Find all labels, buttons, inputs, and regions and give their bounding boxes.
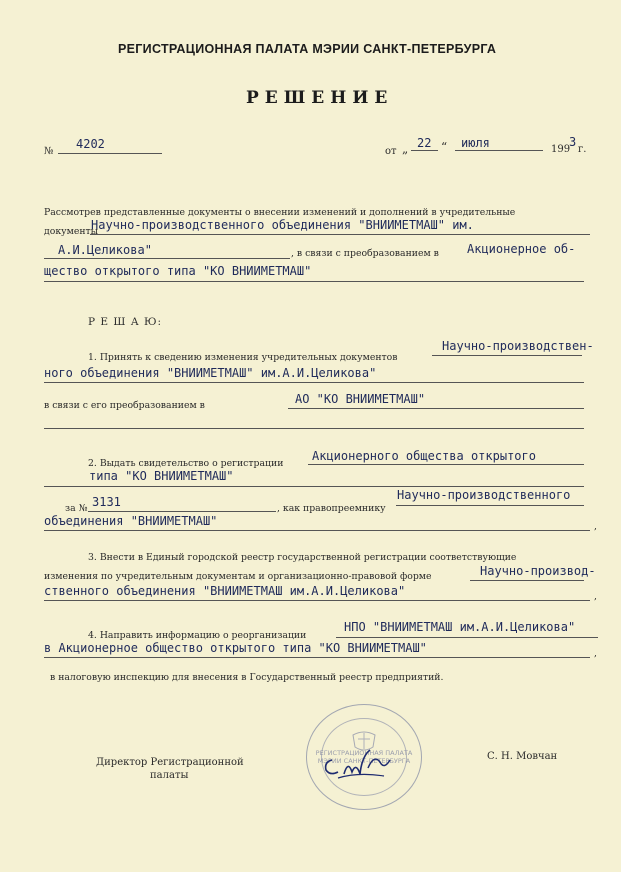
month-underline <box>455 150 543 151</box>
decision-number: 4202 <box>76 137 105 151</box>
item-1-transformation-text: в связи с его преобразованием в <box>44 400 205 411</box>
year-digit: 3 <box>569 135 577 149</box>
day-underline <box>411 150 438 151</box>
decide-heading: Р Е Ш А Ю: <box>88 316 163 328</box>
signatory-name: С. Н. Мовчан <box>487 751 558 762</box>
date-prefix: от <box>385 146 397 157</box>
signatory-position: Директор Регистрационной <box>96 757 244 768</box>
year-suffix: г. <box>578 144 587 155</box>
date-month: июля <box>461 136 490 150</box>
item-2-typed-b: типа "КО ВНИИМЕТМАШ" <box>89 469 234 483</box>
item-2-successor-text: , как правопреемнику <box>277 503 386 514</box>
item-3-underline-a <box>470 580 584 581</box>
handwritten-signature-icon <box>318 742 398 784</box>
item-4-underline-a <box>336 637 598 638</box>
item-1-text: 1. Принять к сведению изменения учредительных документов <box>88 352 398 363</box>
number-label: № <box>44 146 54 157</box>
item-2-underline-b <box>44 486 584 487</box>
item-1-typed-a: Научно-производствен- <box>442 339 594 353</box>
item-1-underline-c <box>288 408 584 409</box>
intro-organization-typed-cont: А.И.Целикова" <box>58 243 152 257</box>
item-3-text: 3. Внести в Единый городской реестр государственной регистрации соответствующие <box>88 552 517 563</box>
item-4-typed-b: в Акционерное общество открытого типа "КО ВНИИМЕТМАШ" <box>44 641 427 655</box>
item-3-comma: , <box>594 591 597 602</box>
item-4-comma: , <box>594 648 597 659</box>
item-3-underline-b <box>44 600 590 601</box>
item-4-typed-a: НПО "ВНИИМЕТМАШ им.А.И.Целикова" <box>344 620 576 634</box>
date-quote-close: “ <box>441 140 448 154</box>
signatory-position-cont: палаты <box>150 770 189 781</box>
intro-transformation-text: , в связи с преобразованием в <box>291 248 439 259</box>
intro-new-form-typed-cont: щество открытого типа "КО ВНИИМЕТМАШ" <box>44 264 312 278</box>
item-3-typed-a: Научно-производ- <box>480 564 596 578</box>
item-1-underline-d <box>44 428 584 429</box>
organization-header: РЕГИСТРАЦИОННАЯ ПАЛАТА МЭРИИ САНКТ-ПЕТЕРБУРГА <box>118 42 497 56</box>
item-2-comma: , <box>594 521 597 532</box>
item-3-text-cont: изменения по учредительным документам и организационно-правовой форме <box>44 571 432 582</box>
intro-documents-label: документы <box>44 226 99 237</box>
intro-organization-typed: Научно-производственного объединения "ВНИИМЕТМАШ" им. <box>91 218 474 232</box>
item-2-underline-d <box>44 530 590 531</box>
intro-line-3-underline <box>44 258 290 259</box>
item-1-typed-b: ного объединения "ВНИИМЕТМАШ" им.А.И.Целикова" <box>44 366 377 380</box>
stamp-text: РЕГИСТРАЦИОННАЯ ПАЛАТА МЭРИИ САНКТ-ПЕТЕРБУРГА <box>315 749 413 765</box>
date-day: 22 <box>417 136 432 150</box>
item-2-underline-a <box>308 464 584 465</box>
document-title: РЕШЕНИЕ <box>246 88 394 108</box>
item-2-text: 2. Выдать свидетельство о регистрации <box>88 458 284 469</box>
item-2-typed-a: Акционерного общества открытого <box>312 449 536 463</box>
item-4-text: 4. Направить информацию о реорганизации <box>88 630 307 641</box>
item-4-text-cont: в налоговую инспекцию для внесения в Государственный реестр предприятий. <box>50 672 444 683</box>
item-4-underline-b <box>44 657 590 658</box>
intro-new-form-typed: Акционерное об- <box>467 242 576 256</box>
item-2-typed-d: объединения "ВНИИМЕТМАШ" <box>44 514 218 528</box>
item-2-number-prefix: за № <box>65 503 88 514</box>
item-2-certificate-number: 3131 <box>92 495 121 509</box>
number-underline <box>58 153 162 154</box>
intro-line-4-underline <box>44 281 584 282</box>
item-2-number-underline <box>88 511 276 512</box>
intro-line-1: Рассмотрев представленные документы о внесении изменений и дополнений в учредительные <box>44 207 516 218</box>
item-2-underline-c <box>396 505 584 506</box>
item-1-typed-c: АО "КО ВНИИМЕТМАШ" <box>295 392 426 406</box>
date-quote-open: „ <box>402 142 409 156</box>
item-1-underline-b <box>44 382 584 383</box>
year-prefix: 199 <box>551 144 571 155</box>
item-1-underline-a <box>432 355 582 356</box>
intro-line-2-underline <box>90 234 590 235</box>
item-3-typed-b: ственного объединения "ВНИИМЕТМАШ им.А.И.Целикова" <box>44 584 406 598</box>
item-2-typed-c: Научно-производственного <box>397 488 571 502</box>
